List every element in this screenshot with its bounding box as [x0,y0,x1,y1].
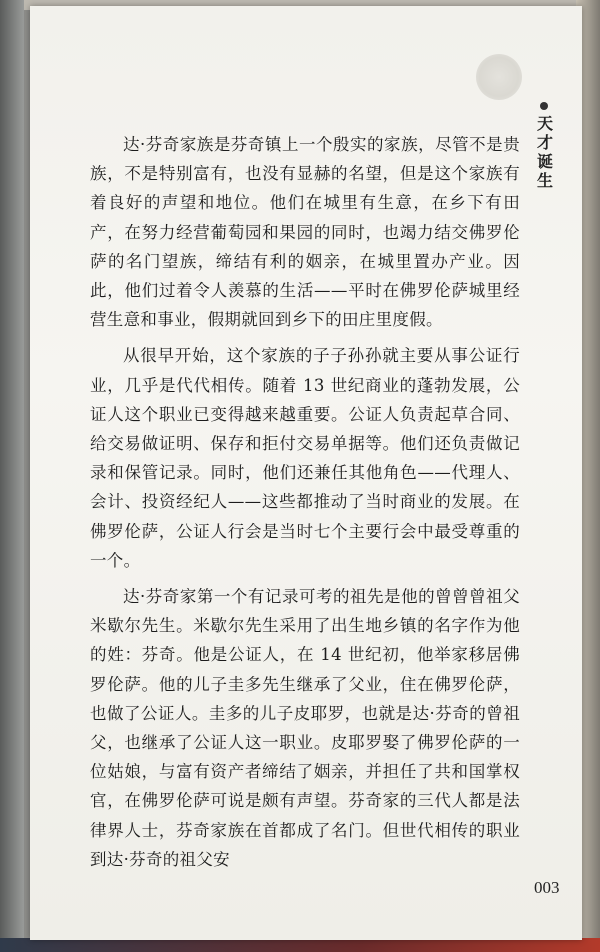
page-number: 003 [534,878,560,897]
paragraph-2: 从很早开始，这个家族的子子孙孙就主要从事公证行业，几乎是代代相传。随着 13 世纪商业的蓬勃发展，公证人这个职业已变得越来越重要。公证人负责起草合同、给交易做证明、保存和拒付交易单据等。他们还负责做记录和保管记录。同时，他们还兼任其他角色——代理人、会计、投资经纪人——这些都推动了当时商业的发展。在佛罗伦萨，公证人行会是当时七个主要行会中最受尊重的一个。 [90,346,520,570]
chapter-side-heading [532,102,556,191]
background-bottom [0,938,600,952]
book-page [30,6,582,940]
background-left [0,0,24,952]
body-text [90,130,520,881]
bullet-dot-icon [540,102,548,110]
chapter-title: 天才诞生 [534,115,554,191]
paragraph-3: 达·芬奇家第一个有记录可考的祖先是他的曾曾曾祖父米歇尔先生。米歇尔先生采用了出生地乡镇的名字作为他的姓：芬奇。他是公证人，在 14 世纪初，他举家移居佛罗伦萨。他的儿子圭多先生继承了父业，住在佛罗伦萨，也做了公证人。圭多的儿子皮耶罗，也就是达·芬奇的曾祖父，也继承了公证人这一职业。皮耶罗娶了佛罗伦萨的一位姑娘，与富有资产者缔结了姻亲，并担任了共和国掌权官，在佛罗伦萨可说是颇有声望。芬奇家的三代人都是法律界人士，芬奇家族在首都成了名门。但世代相传的职业到达·芬奇的祖父安 [90,587,520,869]
paragraph-1: 达·芬奇家族是芬奇镇上一个殷实的家族，尽管不是贵族，不是特别富有，也没有显赫的名望，但是这个家族有着良好的声望和地位。他们在城里有生意，在乡下有田产，在努力经营葡萄园和果园的同时，也竭力结交佛罗伦萨的名门望族，缔结有利的姻亲，在城里置办产业。因此，他们过着令人羡慕的生活——平时在佛罗伦萨城里经营生意和事业，假期就回到乡下的田庄里度假。 [90,135,520,330]
faded-seal-icon [476,54,522,100]
